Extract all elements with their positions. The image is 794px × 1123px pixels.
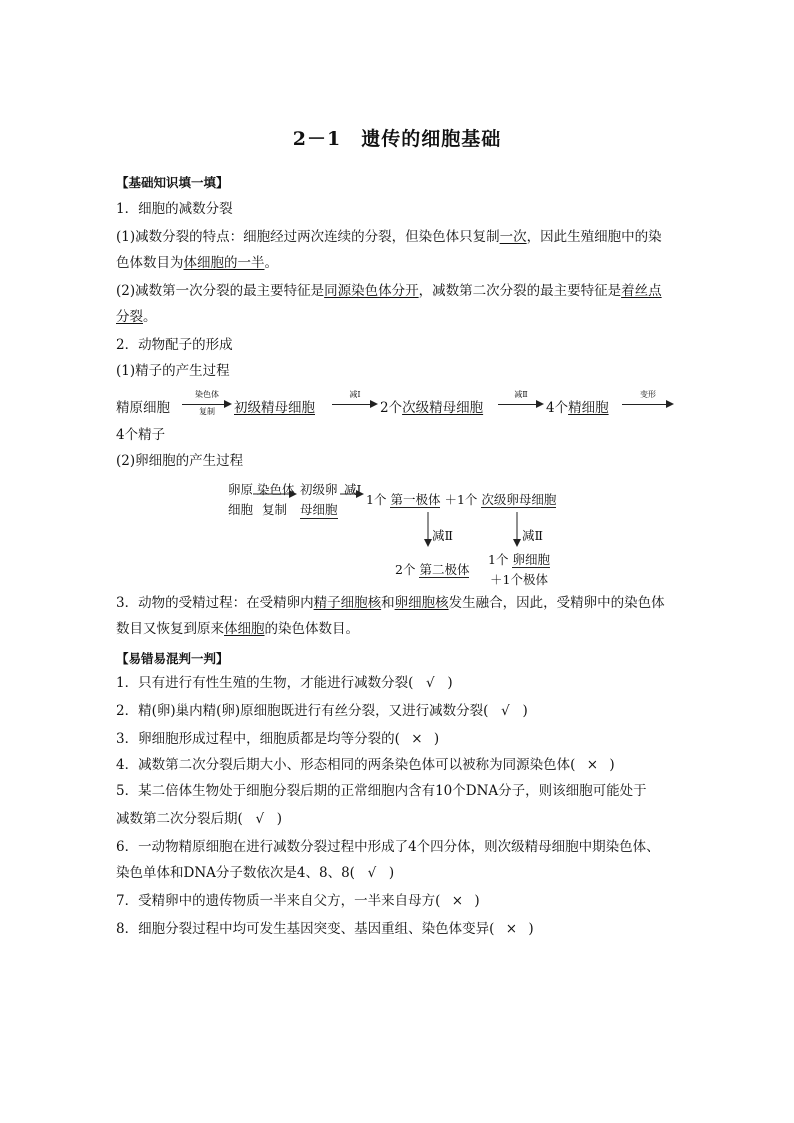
primary-oocyte-top: 初级卵	[300, 482, 338, 497]
arrow-meiosis-2: 减Ⅱ	[498, 388, 544, 422]
sub-1-title: (1)精子的产生过程	[116, 363, 230, 379]
paragraph-2-line-1: (2)减数第一次分裂的最主要特征是同源染色体分开，减数第二次分裂的最主要特征是着丝点	[116, 283, 662, 299]
secondary-oocyte: 次级卵母细胞	[481, 492, 557, 507]
answer-half-somatic: 体细胞的一半	[183, 255, 265, 271]
arrow-meiosis-1: 减Ⅰ	[332, 388, 378, 422]
answer-mark: ×	[411, 731, 423, 747]
egg-cell: 卵细胞	[512, 552, 550, 567]
primary-spermatocyte: 初级精母细胞	[234, 400, 315, 416]
answer-mark: ×	[451, 893, 464, 909]
answer-mark: √	[367, 865, 377, 881]
judge-item-7: 7．受精卵中的遗传物质一半来自父方，一半来自母方( × )	[116, 893, 480, 909]
judge-item-5-cont: 减数第二次分裂后期( √ )	[116, 811, 283, 827]
first-polar-body: 第一极体	[390, 492, 441, 507]
page-title: 2－1 遗传的细胞基础	[292, 128, 502, 150]
sub-2-title: (2)卵细胞的产生过程	[116, 453, 244, 469]
judge-item-4: 4．减数第二次分裂后期大小、形态相同的两条染色体可以被称为同源染色体( × )	[116, 757, 615, 773]
answer-split: 分裂	[116, 309, 143, 325]
polar-body-extra: ＋1个极体	[490, 572, 548, 587]
sperm-result: 4个精子	[116, 427, 166, 443]
second-polar-body: 第二极体	[419, 562, 470, 577]
egg-cell-row: 1个 卵细胞	[488, 552, 550, 567]
section-heading-judge: 【易错易混判一判】	[116, 651, 229, 666]
egg-down2-label: 减Ⅱ	[522, 528, 543, 543]
paragraph-1-line-1: (1)减数分裂的特点：细胞经过两次连续的分裂，但染色体只复制一次，因此生殖细胞中的染	[116, 229, 662, 245]
item-3-line-2: 数目又恢复到原来体细胞的染色体数目。	[116, 621, 359, 637]
spermatogonium: 精原细胞	[116, 400, 170, 416]
answer-once: 一次	[499, 229, 527, 245]
egg-arrow2-top: 减Ⅰ	[344, 482, 362, 497]
answer-sperm-nucleus: 精子细胞核	[313, 595, 382, 611]
judge-item-6: 6．一动物精原细胞在进行减数分裂过程中形成了4个四分体，则次级精母细胞中期染色体、	[116, 839, 660, 855]
egg-arrow1-bottom: 复制	[262, 502, 288, 517]
paragraph-2-line-2: 分裂。	[116, 309, 157, 325]
judge-item-3: 3．卵细胞形成过程中，细胞质都是均等分裂的( × )	[116, 731, 440, 747]
oogonium-bottom: 细胞	[228, 502, 254, 517]
paragraph-1-line-2: 色体数目为体细胞的一半。	[116, 255, 278, 271]
judge-item-8: 8．细胞分裂过程中均可发生基因突变、基因重组、染色体变异( × )	[116, 921, 534, 937]
item-2-title: 2．动物配子的形成	[116, 337, 233, 353]
secondary-spermatocyte: 2个次级精母细胞	[380, 400, 484, 416]
sperm-formation-flow	[116, 388, 686, 422]
answer-centromere: 着丝点	[621, 283, 662, 299]
arrow-replication: 染色体 复制	[182, 388, 232, 422]
answer-homologous-separate: 同源染色体分开	[324, 283, 419, 299]
section-heading-basics: 【基础知识填一填】	[116, 175, 229, 190]
judge-item-1: 1．只有进行有性生殖的生物，才能进行减数分裂( √ )	[116, 675, 453, 691]
answer-mark: √	[426, 675, 435, 691]
answer-mark: ×	[586, 757, 599, 773]
answer-somatic-cell: 体细胞	[224, 621, 265, 637]
judge-item-5: 5．某二倍体生物处于细胞分裂后期的正常细胞内含有10个DNA分子，则该细胞可能处于	[116, 783, 647, 799]
answer-egg-nucleus: 卵细胞核	[394, 595, 449, 611]
item-1-title: 1．细胞的减数分裂	[116, 201, 233, 217]
answer-mark: √	[255, 811, 265, 827]
arrow-transform: 变形	[622, 388, 674, 422]
primary-oocyte-bottom: 母细胞	[300, 502, 338, 517]
egg-stage-2: 1个 第一极体 ＋1个 次级卵母细胞	[366, 492, 557, 507]
oogonium-top: 卵原	[228, 482, 254, 497]
second-polar-body-row: 2个 第二极体	[395, 562, 470, 577]
item-3-line-1: 3．动物的受精过程：在受精卵内精子细胞核和卵细胞核发生融合，因此，受精卵中的染色体	[116, 595, 665, 611]
answer-mark: √	[501, 703, 510, 719]
judge-item-6-cont: 染色单体和DNA分子数依次是4、8、8( √ )	[116, 865, 395, 881]
egg-arrow1-top: 染色体	[257, 482, 295, 497]
spermatid: 4个精细胞	[546, 400, 609, 416]
answer-mark: ×	[505, 921, 518, 937]
judge-item-2: 2．精(卵)巢内精(卵)原细胞既进行有丝分裂，又进行减数分裂( √ )	[116, 703, 528, 719]
egg-down1-label: 减Ⅱ	[432, 528, 453, 543]
